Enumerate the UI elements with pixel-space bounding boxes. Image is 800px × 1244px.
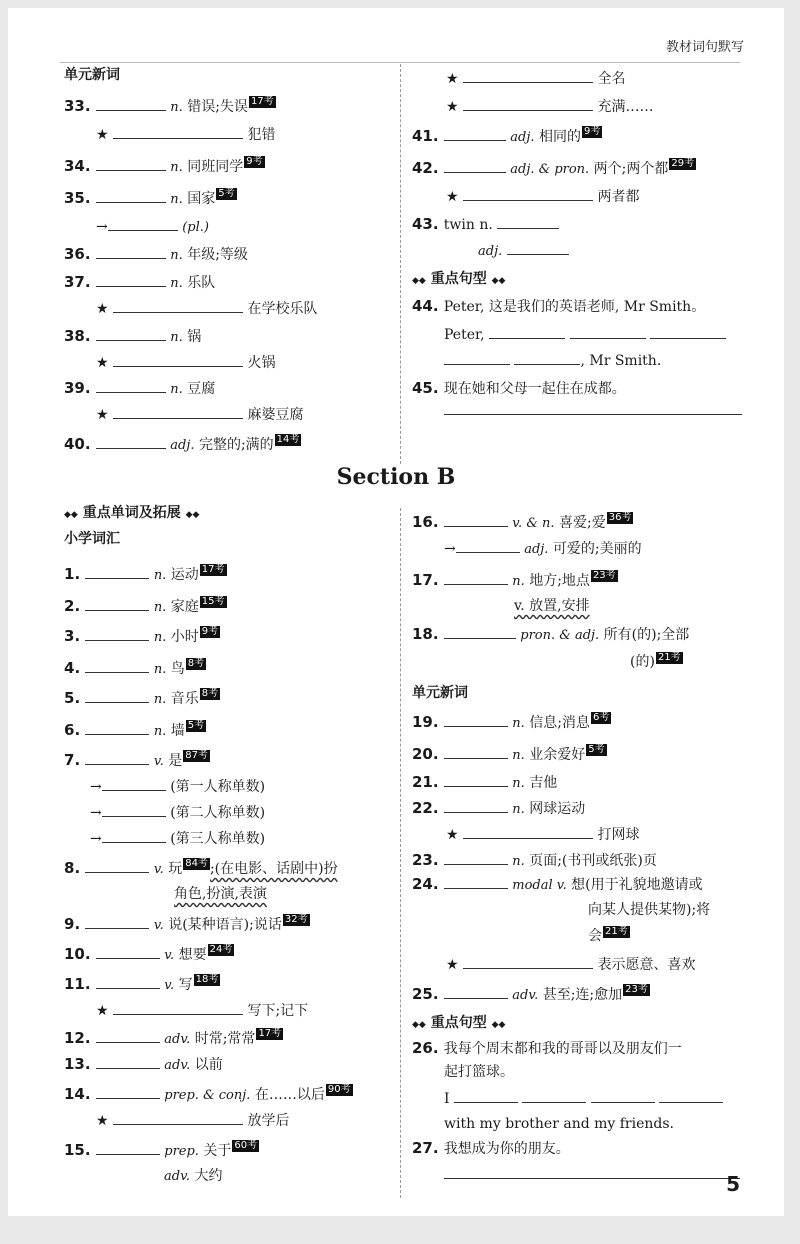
answer-blank[interactable] xyxy=(489,324,565,339)
item-24: 24. modal v. 想(用于礼貌地邀请或 xyxy=(412,875,703,893)
item-1: 1. n. 运动 17考 xyxy=(64,564,225,583)
answer-blank[interactable] xyxy=(96,974,160,989)
item-9: 9. v. 说(某种语言);说话 32考 xyxy=(64,914,308,933)
item-26-line1: I xyxy=(444,1088,723,1109)
answer-blank[interactable] xyxy=(85,914,149,929)
item-45-line xyxy=(444,400,742,421)
answer-blank[interactable] xyxy=(85,688,149,703)
item-39: 39. n. 豆腐 xyxy=(64,379,216,397)
item-34: 34. n. 同班同学 9考 xyxy=(64,156,263,175)
item-22: 22. n. 网球运动 xyxy=(412,799,586,817)
item-24-cont-1: 向某人提供某物);将 xyxy=(588,902,711,918)
item-44-line2: , Mr Smith. xyxy=(444,350,661,371)
item-41: 41. adj. 相同的 9考 xyxy=(412,126,601,145)
column-divider-bottom xyxy=(400,508,401,1198)
answer-blank[interactable] xyxy=(444,984,508,999)
page-number: 5 xyxy=(726,1172,740,1196)
page-header: 教材词句默写 xyxy=(665,40,744,55)
answer-blank[interactable] xyxy=(96,188,166,203)
answer-blank[interactable] xyxy=(659,1088,723,1103)
answer-blank[interactable] xyxy=(102,828,166,843)
answer-blank[interactable] xyxy=(507,240,569,255)
item-37-star: ★ 在学校乐队 xyxy=(96,298,317,319)
answer-blank[interactable] xyxy=(454,1088,518,1103)
answer-blank[interactable] xyxy=(96,434,166,449)
answer-blank[interactable] xyxy=(650,324,726,339)
answer-blank[interactable] xyxy=(463,186,593,201)
item-15-adv: adv. 大约 xyxy=(164,1168,223,1184)
answer-blank[interactable] xyxy=(444,874,508,889)
item-top-star-1: ★ 全名 xyxy=(446,68,625,89)
answer-blank[interactable] xyxy=(96,1054,160,1069)
item-12: 12. adv. 时常;常常 17考 xyxy=(64,1028,282,1047)
item-17-extra: v. 放置,安排 xyxy=(514,598,590,614)
answer-blank[interactable] xyxy=(444,1164,740,1179)
answer-blank[interactable] xyxy=(444,744,508,759)
item-24-cont-2: 会 21考 xyxy=(588,926,628,944)
answer-blank[interactable] xyxy=(102,802,166,817)
item-35: 35. n. 国家 5考 xyxy=(64,188,235,207)
answer-blank[interactable] xyxy=(497,214,559,229)
item-18: 18. pron. & adj. 所有(的);全部 xyxy=(412,625,690,643)
item-43-adj: adj. xyxy=(478,240,569,262)
item-24-star: ★ 表示愿意、喜欢 xyxy=(446,954,695,975)
item-20: 20. n. 业余爱好 5考 xyxy=(412,744,605,763)
item-33-star: ★ 犯错 xyxy=(96,124,275,145)
answer-blank[interactable] xyxy=(113,1000,243,1015)
item-14-star: ★ 放学后 xyxy=(96,1110,289,1131)
answer-blank[interactable] xyxy=(444,570,508,585)
item-16-adj: → adj. 可爱的;美丽的 xyxy=(444,538,642,560)
answer-blank[interactable] xyxy=(591,1088,655,1103)
item-14: 14. prep. & conj. 在……以后 90考 xyxy=(64,1084,351,1103)
answer-blank[interactable] xyxy=(570,324,646,339)
answer-blank[interactable] xyxy=(96,944,160,959)
answer-blank[interactable] xyxy=(85,596,149,611)
answer-blank[interactable] xyxy=(96,326,166,341)
answer-blank[interactable] xyxy=(96,96,166,111)
item-26-cont: 起打篮球。 xyxy=(444,1064,514,1080)
answer-blank[interactable] xyxy=(444,512,508,527)
item-36: 36. n. 年级;等级 xyxy=(64,245,248,263)
answer-blank[interactable] xyxy=(85,750,149,765)
answer-blank[interactable] xyxy=(85,858,149,873)
answer-blank[interactable] xyxy=(96,244,166,259)
unit-words-heading: 单元新词 xyxy=(64,67,120,83)
item-13: 13. adv. 以前 xyxy=(64,1055,223,1073)
item-35-plural: → (pl.) xyxy=(96,216,209,238)
answer-blank[interactable] xyxy=(85,658,149,673)
answer-blank[interactable] xyxy=(444,158,506,173)
item-26: 26. 我每个周末都和我的哥哥以及朋友们一 xyxy=(412,1039,682,1057)
key-sentences-heading: ◆◆ 重点句型 ◆◆ xyxy=(412,271,506,287)
exam-count-badge: 17考 xyxy=(250,96,274,107)
section-b-title: Section B xyxy=(336,464,456,490)
answer-blank[interactable] xyxy=(444,798,508,813)
item-7-form-3: → (第三人称单数) xyxy=(90,828,265,849)
item-10: 10. v. 想要 24考 xyxy=(64,944,233,963)
item-21: 21. n. 吉他 xyxy=(412,773,558,791)
item-22-star: ★ 打网球 xyxy=(446,824,639,845)
answer-blank[interactable] xyxy=(102,776,166,791)
answer-blank[interactable] xyxy=(444,712,508,727)
answer-blank[interactable] xyxy=(444,350,510,365)
primary-words-heading: 小学词汇 xyxy=(64,531,120,547)
item-33: 33. n. 错误;失误 17考 xyxy=(64,96,274,115)
item-27-line xyxy=(444,1164,740,1185)
item-top-star-2: ★ 充满…… xyxy=(446,96,653,117)
item-40: 40. adj. 完整的;满的 14考 xyxy=(64,434,300,453)
item-42-star: ★ 两者都 xyxy=(446,186,639,207)
item-3: 3. n. 小时 9考 xyxy=(64,626,219,645)
answer-blank[interactable] xyxy=(96,156,166,171)
item-18-cont: (的) 21考 xyxy=(630,652,681,670)
answer-blank[interactable] xyxy=(113,298,243,313)
answer-blank[interactable] xyxy=(463,954,593,969)
item-7-form-2: → (第二人称单数) xyxy=(90,802,265,823)
answer-blank[interactable] xyxy=(113,124,243,139)
item-7-form-1: → (第一人称单数) xyxy=(90,776,265,797)
item-43: 43. twin n. xyxy=(412,214,559,235)
answer-blank[interactable] xyxy=(113,352,243,367)
answer-blank[interactable] xyxy=(463,68,593,83)
item-42: 42. adj. & pron. 两个;两个都 29考 xyxy=(412,158,695,177)
answer-blank[interactable] xyxy=(96,1140,160,1155)
item-2: 2. n. 家庭 15考 xyxy=(64,596,225,615)
item-27: 27. 我想成为你的朋友。 xyxy=(412,1139,570,1157)
key-words-heading: ◆◆ 重点单词及拓展 ◆◆ xyxy=(64,505,200,521)
item-38: 38. n. 锅 xyxy=(64,327,202,345)
item-8-cont: 角色,扮演,表演 xyxy=(174,886,267,902)
answer-blank[interactable] xyxy=(96,1028,160,1043)
answer-blank[interactable] xyxy=(444,400,742,415)
answer-blank[interactable] xyxy=(96,272,166,287)
answer-blank[interactable] xyxy=(522,1088,586,1103)
column-divider-top xyxy=(400,64,401,464)
answer-blank[interactable] xyxy=(113,404,243,419)
answer-blank[interactable] xyxy=(96,378,166,393)
answer-blank[interactable] xyxy=(444,850,508,865)
item-19: 19. n. 信息;消息 6考 xyxy=(412,712,610,731)
key-sentences-heading-b: ◆◆ 重点句型 ◆◆ xyxy=(412,1015,506,1031)
item-16: 16. v. & n. 喜爱;爱 36考 xyxy=(412,512,632,531)
item-15: 15. prep. 关于 60考 xyxy=(64,1140,258,1159)
answer-blank[interactable] xyxy=(85,564,149,579)
unit-words-heading-b: 单元新词 xyxy=(412,685,468,701)
item-37: 37. n. 乐队 xyxy=(64,273,216,291)
answer-blank[interactable] xyxy=(444,772,508,787)
item-4: 4. n. 鸟 8考 xyxy=(64,658,205,677)
item-17: 17. n. 地方;地点 23考 xyxy=(412,570,616,589)
answer-blank[interactable] xyxy=(514,350,580,365)
item-44-line1: Peter, xyxy=(444,324,726,345)
item-38-star: ★ 火锅 xyxy=(96,352,275,373)
item-44: 44. Peter, 这是我们的英语老师, Mr Smith。 xyxy=(412,297,706,315)
header-rule xyxy=(60,62,740,63)
answer-blank[interactable] xyxy=(108,216,178,231)
workbook-page xyxy=(8,8,784,1216)
item-26-line2: with my brother and my friends. xyxy=(444,1116,675,1132)
item-7: 7. v. 是 87考 xyxy=(64,750,208,769)
answer-blank[interactable] xyxy=(85,626,149,641)
item-45: 45. 现在她和父母一起住在成都。 xyxy=(412,379,626,397)
item-25: 25. adv. 甚至;连;愈加 23考 xyxy=(412,984,648,1003)
answer-blank[interactable] xyxy=(456,538,520,553)
answer-blank[interactable] xyxy=(463,824,593,839)
item-11-star: ★ 写下;记下 xyxy=(96,1000,308,1021)
item-11: 11. v. 写 18考 xyxy=(64,974,219,993)
item-6: 6. n. 墙 5考 xyxy=(64,720,205,739)
answer-blank[interactable] xyxy=(444,126,506,141)
answer-blank[interactable] xyxy=(96,1084,160,1099)
item-39-star: ★ 麻婆豆腐 xyxy=(96,404,303,425)
answer-blank[interactable] xyxy=(463,96,593,111)
item-8: 8. v. 玩 84考 ;(在电影、话剧中)扮 xyxy=(64,858,338,877)
item-5: 5. n. 音乐 8考 xyxy=(64,688,219,707)
answer-blank[interactable] xyxy=(113,1110,243,1125)
item-23: 23. n. 页面;(书刊或纸张)页 xyxy=(412,851,657,869)
answer-blank[interactable] xyxy=(444,624,516,639)
answer-blank[interactable] xyxy=(85,720,149,735)
